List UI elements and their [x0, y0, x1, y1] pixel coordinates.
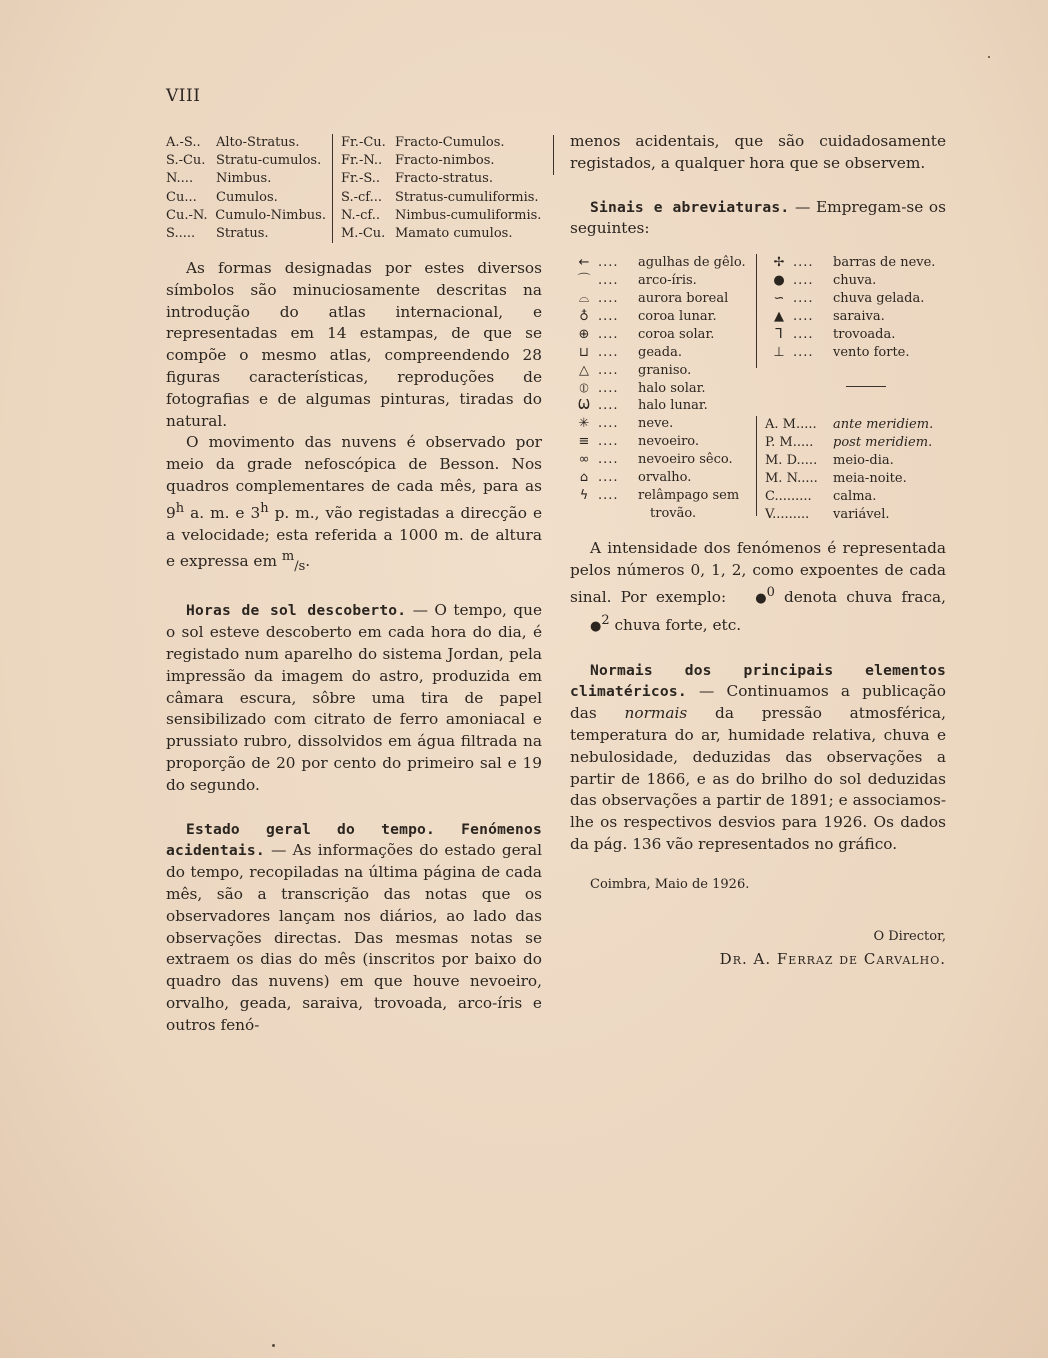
- abbreviation-row: [765, 434, 955, 452]
- italic-term: normais: [624, 704, 688, 723]
- sign-label: chuva.: [833, 273, 877, 289]
- abbreviation-name: Mamato cumulos.: [395, 226, 513, 242]
- sign-row: [570, 290, 752, 308]
- sign-label: coroa lunar.: [638, 308, 717, 324]
- sign-row: [570, 326, 752, 344]
- right-column: [570, 131, 946, 971]
- signature-title: O Director,: [873, 928, 946, 944]
- signature-name: Dr. A. Ferraz de Carvalho.: [719, 950, 946, 969]
- sign-row: [570, 415, 752, 433]
- abbreviation-code: N.-cf..: [341, 207, 380, 223]
- superscript: h: [260, 500, 269, 516]
- lunar-halo-icon: Ѡ: [577, 398, 591, 414]
- leader-dots: ....: [598, 291, 619, 306]
- leader-dots: ....: [598, 362, 619, 378]
- abbreviation-code: S.....: [166, 226, 196, 242]
- abbreviation-code: M.-Cu.: [341, 226, 386, 242]
- abbreviation-meaning: ante meridiem.: [833, 417, 934, 433]
- sign-label: geada.: [638, 344, 682, 360]
- cloud-abbreviation-column-right: [332, 134, 561, 243]
- sign-row: [570, 380, 752, 398]
- cloud-abbreviation-row: [341, 189, 561, 207]
- abbreviation-meaning: calma.: [833, 488, 877, 504]
- leader-dots: ....: [598, 255, 619, 271]
- paper-speck: [988, 56, 990, 58]
- section-heading-sunshine: Horas de sol descoberto.: [186, 602, 407, 620]
- paragraph-cloud-movement: [166, 432, 542, 578]
- left-column: [166, 258, 542, 1037]
- hail-triangle-icon: △: [579, 362, 589, 378]
- sign-label: nevoeiro.: [638, 434, 700, 450]
- unit-subscript: /s: [294, 559, 306, 575]
- abbreviation-code: A.-S..: [166, 135, 201, 150]
- text-segment: A intensidade dos fenómenos é representada pelos números 0, 1, 2, como expoentes de cada sinal. Por exemplo:: [570, 539, 946, 606]
- signs-table: [570, 254, 946, 522]
- snow-star-icon: ✳: [578, 416, 590, 432]
- abbreviation-row: [765, 470, 955, 488]
- rain-dot-icon: ●: [590, 618, 602, 634]
- text-segment: chuva forte, etc.: [609, 615, 742, 634]
- frost-icon: ⊔: [578, 344, 590, 360]
- sign-row: [570, 254, 752, 272]
- section-heading-signs: Sinais e abreviaturas.: [590, 198, 790, 216]
- leader-dots: ....: [793, 308, 814, 324]
- leader-dots: ....: [598, 308, 619, 324]
- arrow-left-icon: ←: [578, 255, 590, 271]
- sign-row: [765, 254, 955, 272]
- date-line: Coimbra, Maio de 1926.: [590, 876, 750, 892]
- sign-row: [570, 397, 752, 415]
- abbreviation-name: Cumulos.: [216, 189, 278, 205]
- signs-list-right: [756, 254, 955, 368]
- superscript: 0: [766, 584, 775, 600]
- solar-halo-icon: ⦶: [579, 380, 589, 396]
- leader-dots: ....: [598, 344, 619, 360]
- leader-dots: ....: [598, 416, 619, 432]
- leader-dots: ....: [598, 380, 619, 396]
- abbreviation-name: Cumulo-Nimbus.: [215, 207, 326, 223]
- superscript: h: [175, 500, 185, 516]
- aurora-icon: ⌓: [578, 291, 590, 306]
- thunderstorm-icon: Ꞁ: [775, 326, 783, 342]
- abbreviation-name: Fracto-stratus.: [395, 171, 493, 187]
- abbreviation-row: [765, 452, 955, 470]
- leader-dots: ....: [598, 326, 619, 342]
- cloud-abbreviation-row: [166, 189, 326, 207]
- abbreviation-name: Stratu-cumulos.: [216, 153, 322, 169]
- abbreviation-code: M. D.....: [765, 453, 818, 468]
- freezing-rain-icon: ∽: [773, 291, 785, 306]
- leader-dots: ....: [598, 487, 619, 503]
- sign-row: [570, 362, 752, 380]
- strong-wind-icon: ⊥: [773, 344, 785, 360]
- section-heading-weather-state: Estado geral do tempo. Fenómenos acidentais.: [166, 820, 542, 860]
- abbreviation-name: Fracto-Cumulos.: [395, 135, 505, 150]
- paper-speck: [272, 1344, 275, 1347]
- leader-dots: ....: [598, 273, 619, 289]
- abbreviation-code: M. N.....: [765, 470, 818, 486]
- text-segment: a. m. e 3: [184, 503, 261, 522]
- text-segment: da pressão atmosférica, temperatura do ar, humidade relativa, chuva e nebulosidade, deduzidas das observações a partir de 1866, e as do brilho do sol deduzidas das observações a partir de 1891; e associamos-lhe os respectivos desvios para 1926. Os dados da pág. 136 vão representados no gráfico.: [570, 704, 946, 853]
- sign-row: [570, 308, 752, 326]
- abbreviation-meaning: variável.: [833, 506, 890, 522]
- abbreviation-code: Cu...: [166, 189, 197, 205]
- column-divider: [553, 135, 554, 175]
- sign-label: vento forte.: [833, 344, 910, 360]
- rain-dot-icon: ●: [755, 590, 767, 606]
- dry-fog-icon: ∞: [578, 452, 590, 468]
- sign-row: [765, 308, 955, 326]
- sign-label: halo solar.: [638, 380, 706, 396]
- cloud-abbreviation-row: [341, 207, 561, 225]
- sign-row: [765, 272, 955, 290]
- abbreviation-code: N....: [166, 171, 194, 187]
- sign-label: aurora boreal: [638, 291, 729, 306]
- abbreviation-name: Alto-Stratus.: [216, 135, 300, 150]
- unit-superscript: m: [281, 549, 295, 565]
- abbreviation-code: Fr.-N..: [341, 153, 383, 169]
- sign-row: [765, 326, 955, 344]
- snow-bars-icon: ✢: [773, 255, 785, 271]
- paragraph-signs-intro: [570, 197, 946, 241]
- cloud-abbreviation-row: [166, 207, 326, 225]
- abbreviation-code: Fr.-Cu.: [341, 135, 386, 150]
- abbreviation-name: Stratus.: [216, 226, 269, 242]
- abbreviation-meaning: meio-dia.: [833, 453, 894, 468]
- dew-icon: ⌂: [579, 470, 589, 486]
- abbreviation-row: [765, 488, 955, 506]
- abbreviation-row: [765, 416, 955, 434]
- text-segment: — Continuamos a publicação das: [570, 682, 946, 723]
- paragraph-continuation: menos acidentais, que são cuidadosamente registados, a qualquer hora que se observem.: [570, 132, 946, 172]
- leader-dots: ....: [598, 452, 619, 468]
- abbreviation-code: S.-cf...: [341, 189, 382, 205]
- cloud-abbreviation-row: [166, 134, 326, 152]
- paragraph-general-weather: [166, 819, 542, 1037]
- leader-dots: ....: [793, 291, 814, 306]
- abbreviation-code: V.........: [765, 506, 810, 522]
- leader-dots: ....: [598, 470, 619, 486]
- text-segment: — O tempo, que o sol esteve descoberto em cada hora do dia, é registado num aparelho do sistema Jordan, pela impressão da imagem do astro, produzida em câmara escura, sôbre uma tira de papel sensibilizado com citrato de ferro amoniacal e prussiato rubro, dissolvidos em água filtrada na proporção de 20 por cento do primeiro sal e 19 do segundo.: [166, 601, 543, 794]
- text-segment: denota chuva fraca,: [774, 587, 946, 606]
- text-segment: — As informações do estado geral do tempo, recopiladas na última página de cada mês, são a transcrição das notas que os observadores lançam nos diários, ao lado das observações directas. Das mesmas notas se extraem os dias do mês (inscritos por baixo do quadro das nuvens) em que houve nevoeiro, orvalho, geada, saraiva, trovoada, arco-íris e outros fenó-: [166, 841, 542, 1034]
- lunar-corona-icon: ♁: [579, 308, 589, 324]
- abbreviation-name: Stratus-cumuliformis.: [395, 189, 539, 205]
- sign-row: [765, 344, 955, 362]
- sign-label: arco-íris.: [638, 273, 697, 289]
- abbreviation-name: Nimbus-cumuliformis.: [395, 207, 542, 223]
- abbreviation-code: Fr.-S..: [341, 171, 381, 187]
- abbreviation-code: P. M.....: [765, 435, 814, 451]
- abbreviation-code: C.........: [765, 488, 812, 504]
- sign-label: agulhas de gêlo.: [638, 255, 746, 271]
- sign-label: coroa solar.: [638, 326, 715, 342]
- abbreviation-name: Fracto-nimbos.: [395, 153, 495, 169]
- sign-label: barras de neve.: [833, 255, 936, 271]
- abbreviation-meaning: meia-noite.: [833, 470, 907, 486]
- sign-row: [570, 344, 752, 362]
- cloud-abbreviation-row: [341, 134, 561, 152]
- sign-label: saraiva.: [833, 308, 885, 324]
- superscript: 2: [601, 612, 610, 628]
- section-heading-normals: Normais dos principais elementos climatéricos.: [570, 661, 946, 701]
- sign-label-continuation: trovão.: [650, 505, 697, 521]
- sign-label: chuva gelada.: [833, 291, 925, 306]
- cloud-abbreviation-row: [341, 152, 561, 170]
- sign-label: halo lunar.: [638, 398, 708, 414]
- abbreviation-code: Cu.-N.: [166, 207, 208, 223]
- abbreviation-code: A. M.....: [765, 417, 817, 433]
- solar-corona-icon: ⊕: [578, 326, 590, 342]
- text-segment: O movimento das nuvens é observado por meio da grade nefoscópica de Besson. Nos quadros complementares de cada mês, para as 9: [166, 433, 542, 522]
- paragraph-sunshine-hours: [166, 600, 542, 796]
- signs-list-left: [570, 254, 752, 523]
- cloud-abbreviation-row: [166, 152, 326, 170]
- time-abbreviation-list: [756, 416, 955, 522]
- cloud-abbreviation-row: [341, 170, 561, 188]
- sign-row: [570, 451, 752, 469]
- sleet-icon: ▲: [774, 308, 784, 324]
- sign-label: trovoada.: [833, 326, 896, 342]
- text-segment: .: [305, 552, 311, 571]
- abbreviation-name: Nimbus.: [216, 171, 272, 187]
- page-number: VIII: [166, 86, 201, 106]
- lightning-icon: ϟ: [579, 487, 589, 503]
- cloud-abbreviation-row: [341, 225, 561, 243]
- cloud-abbreviation-row: [166, 225, 326, 243]
- sign-row: [570, 433, 752, 451]
- sign-row: [570, 272, 752, 290]
- sign-label: orvalho.: [638, 470, 692, 486]
- sign-row: [765, 290, 955, 308]
- abbreviation-code: S.-Cu.: [166, 153, 206, 169]
- sign-label: relâmpago sem: [638, 487, 740, 503]
- paragraph-cloud-forms: As formas designadas por estes diversos símbolos são minuciosamente descritas na introdução do atlas internacional, e representadas em 14 estampas, de que se compõe o mesmo atlas, compreendendo 28 figuras características, reproduções de fotografias e de algumas pinturas, tiradas do natural.: [166, 259, 542, 430]
- abbreviation-row: [765, 506, 955, 524]
- sign-label: graniso.: [638, 362, 692, 378]
- leader-dots: ....: [793, 273, 814, 289]
- cloud-abbreviation-row: [166, 170, 326, 188]
- leader-dots: ....: [598, 398, 619, 414]
- fog-icon: ≡: [578, 434, 590, 450]
- abbreviation-meaning: post meridiem.: [833, 435, 933, 451]
- text-segment: — Empregam-se os seguintes:: [570, 197, 946, 238]
- leader-dots: ....: [793, 326, 814, 342]
- text-segment: p. m., vão registadas a direcção e a velocidade; esta referida a 1000 m. de altura e expressa em: [166, 503, 542, 571]
- sign-label: nevoeiro sêco.: [638, 452, 733, 468]
- sign-row: [570, 487, 752, 505]
- leader-dots: ....: [598, 434, 619, 450]
- rainbow-arc-icon: ⌒: [577, 273, 591, 289]
- paragraph-intensity: [570, 538, 946, 637]
- cloud-abbreviation-column-left: [166, 134, 326, 243]
- paragraph-climate-normals: [570, 660, 946, 856]
- sign-label: neve.: [638, 416, 674, 432]
- rain-dot-icon: ●: [773, 273, 785, 289]
- leader-dots: ....: [793, 344, 814, 360]
- separator-rule: [846, 386, 886, 387]
- sign-row: [570, 469, 752, 487]
- leader-dots: ....: [793, 255, 814, 271]
